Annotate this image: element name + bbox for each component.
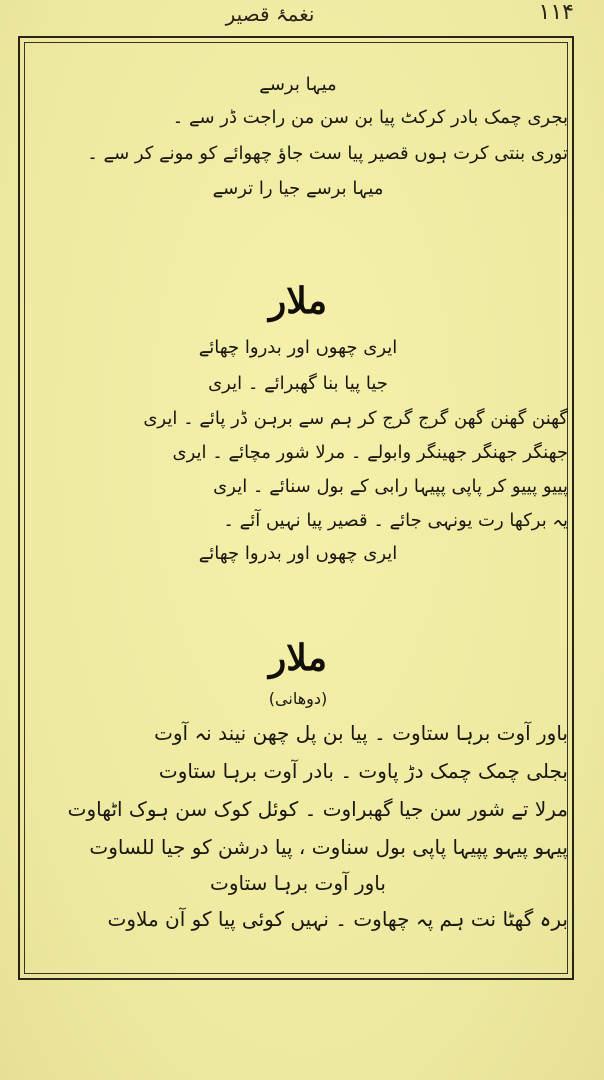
poem-line: توری بنتی کرت ہوں قصیر پیا ست جاؤ چھوائے کو مونے کر سے ۔ bbox=[87, 143, 568, 164]
running-head: نغمۂ قصیر bbox=[225, 2, 315, 26]
poem-line: باور آوت برہا ستاوت bbox=[210, 871, 386, 895]
poem-section-1 bbox=[28, 70, 568, 206]
poem-line: بجلی چمک چمک دڑ پاوت ۔ بادر آوت برہا ستاوت bbox=[158, 759, 568, 783]
poem-line: پیہو پیہو پپیہا پاپی بول سناوت ، پیا درشن کو جیا للساوت bbox=[89, 835, 568, 859]
poem-section-3 bbox=[28, 632, 568, 938]
poem-line: جھنگر جھنگر جھینگر وابولے ۔ مرلا شور مچائے ۔ ایری bbox=[172, 442, 568, 463]
poem-line: جیا پیا بنا گھبرائے ۔ ایری bbox=[208, 373, 388, 394]
poem-line: برہ گھٹا نت ہم پہ چھاوت ۔ نہیں کوئی پیا کو آن ملاوت bbox=[107, 907, 568, 931]
page-number: ۱۱۴ bbox=[538, 0, 574, 25]
poem-line: میہا برسے bbox=[259, 74, 337, 95]
poem-line: بجری چمک بادر کرکٹ پیا بن سن من راجت ڈر سے ۔ bbox=[172, 107, 568, 128]
section-heading: ملار bbox=[268, 637, 328, 679]
poem-line: میہا برسے جیا را ترسے bbox=[212, 178, 384, 199]
poem-line: مرلا تے شور سن جیا گھبراوت ۔ کوئل کوک سن ہوک اٹھاوت bbox=[67, 797, 568, 821]
poem-line: پییو پییو کر پاپی پپیہا رابی کے بول سنائے ۔ ایری bbox=[213, 476, 568, 497]
poem-line: ایری چھوں اور بدروا چھائے bbox=[198, 337, 398, 358]
section-heading: ملار bbox=[268, 280, 328, 322]
poem-line: باور آوت برہا ستاوت ۔ پیا بن پل چھن نیند نہ آوت bbox=[154, 721, 568, 745]
section-subheading: (دوھانی) bbox=[268, 689, 328, 708]
poem-line: ایری چھوں اور بدروا چھائے bbox=[198, 543, 398, 564]
poem-line: یہ برکھا رت یونہی جائے ۔ قصیر پیا نہیں آئے ۔ bbox=[223, 510, 568, 531]
poem-section-2 bbox=[28, 272, 568, 570]
poem-line: گھنن گھنن گھن گرج گرج کر ہم سے برہن ڈر پائے ۔ ایری bbox=[143, 408, 568, 429]
